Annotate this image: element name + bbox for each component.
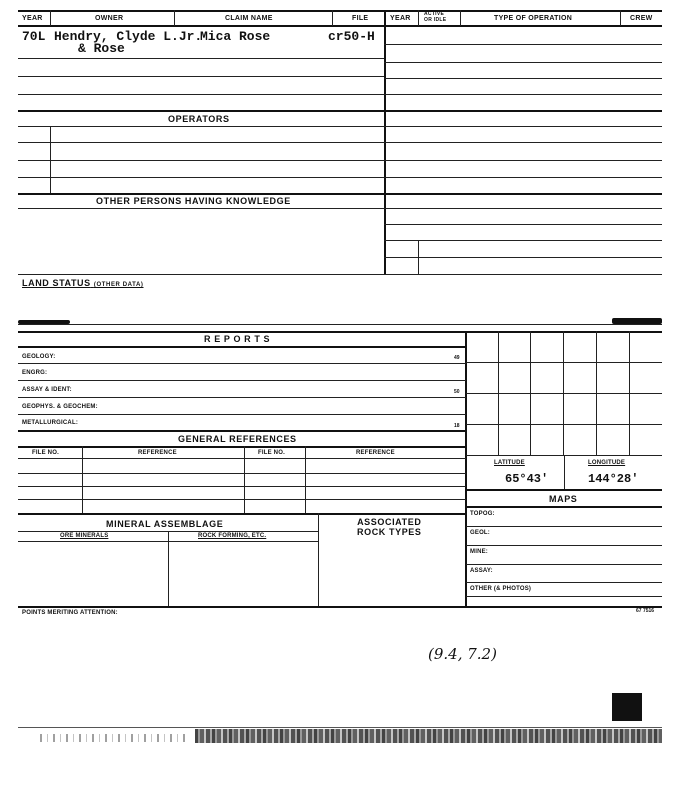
- row-line: [466, 526, 662, 527]
- map-assay: ASSAY:: [470, 568, 493, 574]
- report-engrg-label: ENGRG:: [22, 370, 48, 376]
- report-metallurgical-label: METALLURGICAL:: [22, 420, 79, 426]
- report-geology-num: 49: [454, 355, 460, 361]
- map-topog: TOPOG:: [470, 511, 495, 517]
- row-line: [18, 177, 384, 178]
- longitude-value: 144°28': [588, 472, 639, 486]
- points-meriting-attention: POINTS MERITING ATTENTION:: [22, 610, 118, 616]
- map-mine: MINE:: [470, 549, 488, 555]
- bottom-border: [18, 606, 662, 608]
- row-line: [18, 499, 466, 500]
- col-owner-header: OWNER: [95, 15, 124, 22]
- row-line: [466, 596, 662, 597]
- sep: [305, 446, 306, 513]
- col-year2-header: YEAR: [390, 15, 411, 22]
- sep: [332, 10, 333, 26]
- operators-title: OPERATORS: [168, 114, 230, 124]
- row-line: [18, 458, 466, 459]
- row-line: [18, 513, 466, 515]
- claim-owner-cont: & Rose: [78, 41, 125, 56]
- latitude-label: LATITUDE: [494, 460, 525, 466]
- claim-file: cr50-H: [328, 29, 375, 44]
- reports-title-underline: [18, 346, 466, 348]
- row-line: [18, 94, 384, 95]
- grid-h: [466, 362, 662, 363]
- report-geophys-label: GEOPHYS. & GEOCHEM:: [22, 404, 98, 410]
- activity-row: [384, 193, 662, 195]
- sep: [418, 10, 419, 26]
- activity-row: [384, 208, 662, 209]
- sep: [82, 446, 83, 513]
- activity-row: [384, 177, 662, 178]
- row-line: [18, 76, 384, 77]
- maps-title: MAPS: [549, 494, 578, 504]
- sep: [50, 126, 51, 193]
- claim-name: Mica Rose: [200, 29, 271, 44]
- col-year-header: YEAR: [22, 15, 43, 22]
- form-code: 67 7516: [636, 608, 655, 614]
- col-claim-name-header: CLAIM NAME: [225, 15, 273, 22]
- latitude-value: 65°43': [505, 472, 549, 486]
- scan-noise-strip: [195, 729, 662, 743]
- ref-reference-1: REFERENCE: [138, 450, 177, 456]
- col-active-header: ACTIVE OR IDLE: [424, 11, 447, 23]
- row-line: [466, 564, 662, 565]
- ore-minerals-label: ORE MINERALS: [60, 533, 109, 539]
- activity-row: [384, 78, 662, 79]
- sep: [460, 10, 461, 26]
- handwritten-note: (9.4, 7.2): [428, 645, 497, 663]
- row-line: [18, 473, 466, 474]
- activity-row: [384, 160, 662, 161]
- col-file-header: FILE: [352, 15, 369, 22]
- knowledge-title: OTHER PERSONS HAVING KNOWLEDGE: [96, 196, 291, 206]
- sep: [50, 10, 51, 26]
- col-crew-header: CREW: [630, 15, 653, 22]
- sep: [418, 240, 419, 274]
- map-other-photos: OTHER (& PHOTOS): [470, 586, 532, 592]
- report-metallurgical-num: 18: [454, 423, 460, 429]
- row-line: [466, 545, 662, 546]
- activity-row: [384, 142, 662, 143]
- sep: [620, 10, 621, 26]
- scan-noise-strip-left: [40, 734, 190, 742]
- row-line: [466, 489, 662, 491]
- top-border: [18, 10, 662, 12]
- activity-row: [384, 224, 662, 225]
- row-line: [466, 506, 662, 508]
- row-line: [18, 58, 384, 59]
- sep: [174, 10, 175, 26]
- mineral-assemblage-title: MINERAL ASSEMBLAGE: [106, 519, 224, 529]
- row-line: [18, 110, 384, 112]
- separator-line: [18, 324, 662, 325]
- report-assay-num: 50: [454, 389, 460, 395]
- land-status-label: LAND STATUS (OTHER DATA): [22, 278, 144, 288]
- row-line: [18, 380, 466, 381]
- row-line: [18, 142, 384, 143]
- row-line: [18, 446, 466, 448]
- row-line: [18, 363, 466, 364]
- row-line: [18, 160, 384, 161]
- sep: [244, 446, 245, 513]
- reports-right-divider: [465, 331, 467, 607]
- activity-row: [384, 257, 662, 258]
- associated-rock-types-label: ASSOCIATED ROCK TYPES: [357, 517, 422, 537]
- ref-file-no-2: FILE NO.: [258, 450, 285, 456]
- claim-owner: Hendry, Clyde L.Jr.: [54, 29, 203, 44]
- activity-row: [384, 240, 662, 241]
- rock-forming-label: ROCK FORMING, ETC.: [198, 533, 267, 539]
- row-line: [466, 582, 662, 583]
- report-assay-label: ASSAY & IDENT:: [22, 387, 72, 393]
- scan-marker-block: [612, 693, 642, 721]
- col-type-header: TYPE OF OPERATION: [494, 15, 573, 22]
- row-line: [18, 430, 466, 432]
- activity-row: [384, 62, 662, 63]
- row-line: [18, 126, 384, 127]
- reports-title: R E P O R T S: [204, 334, 271, 344]
- row-line: [18, 486, 466, 487]
- sep: [168, 531, 169, 607]
- sep: [564, 455, 565, 489]
- general-references-title: GENERAL REFERENCES: [178, 434, 297, 444]
- row-line: [18, 414, 466, 415]
- map-geol: GEOL:: [470, 530, 490, 536]
- activity-row: [384, 126, 662, 127]
- activity-row: [384, 110, 662, 112]
- report-geology-label: GEOLOGY:: [22, 354, 56, 360]
- row-line: [18, 193, 384, 195]
- row-line: [18, 397, 466, 398]
- reports-top-border: [18, 331, 662, 333]
- grid-h: [466, 393, 662, 394]
- separator-cap-right: [612, 318, 662, 324]
- longitude-label: LONGITUDE: [588, 460, 626, 466]
- row-line: [18, 274, 662, 275]
- claim-year: 70L: [22, 29, 46, 44]
- row-line: [18, 208, 384, 209]
- activity-row: [384, 44, 662, 45]
- sep: [318, 513, 319, 607]
- scan-edge-line: [18, 727, 662, 728]
- ref-reference-2: REFERENCE: [356, 450, 395, 456]
- activity-row: [384, 94, 662, 95]
- header-underline: [18, 25, 662, 27]
- grid-h: [466, 424, 662, 425]
- ref-file-no-1: FILE NO.: [32, 450, 59, 456]
